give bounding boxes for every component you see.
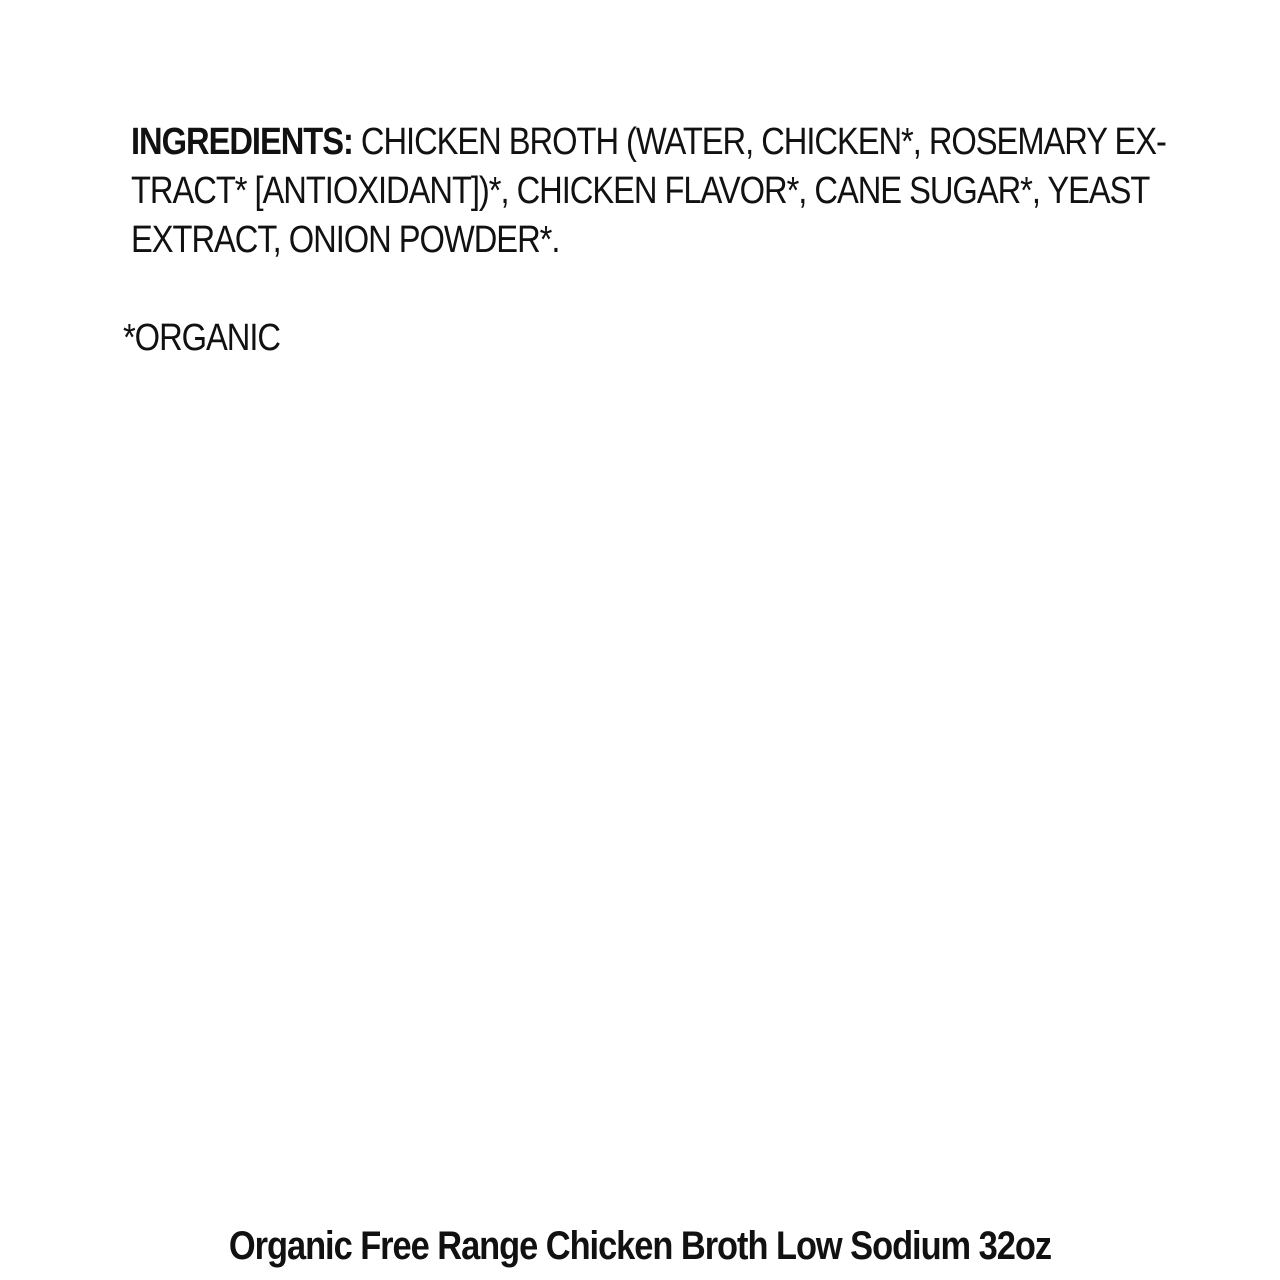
ingredients-line-1-text: CHICKEN BROTH (WATER, CHICKEN*, ROSEMARY EX- [352, 121, 1166, 163]
ingredients-block [131, 118, 1191, 265]
ingredients-line-3: EXTRACT, ONION POWDER*. [131, 219, 560, 261]
organic-footnote: *ORGANIC [123, 317, 280, 359]
product-title [0, 1218, 1280, 1274]
product-title-text: Organic Free Range Chicken Broth Low Sodium 32oz [228, 1224, 1052, 1268]
ingredients-label: INGREDIENTS: [131, 121, 353, 163]
ingredients-line-2: TRACT* [ANTIOXIDANT])*, CHICKEN FLAVOR*, CANE SUGAR*, YEAST [131, 170, 1150, 212]
ingredients-line-1 [131, 118, 1166, 167]
